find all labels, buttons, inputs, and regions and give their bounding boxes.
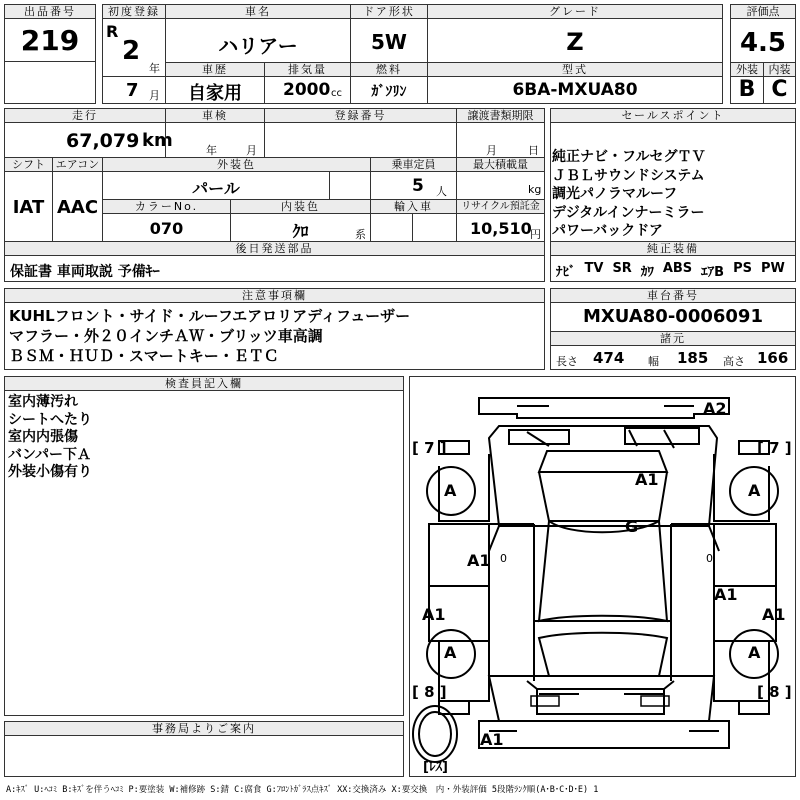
- sales-item: 調光パノラマルーフ: [552, 186, 678, 202]
- equipment-item: SR: [612, 261, 632, 276]
- era-value: R: [106, 22, 119, 41]
- tire-right-rear: [ 8 ]: [757, 683, 792, 701]
- wheels: [413, 467, 778, 762]
- maxload-unit: kg: [528, 183, 542, 196]
- ext-value: B: [738, 77, 756, 102]
- type-label: 型式: [427, 62, 723, 77]
- import-box: [370, 213, 457, 242]
- equipment-item: PW: [760, 261, 785, 276]
- inspector-label: 検査員記入欄: [4, 376, 404, 391]
- mark-left-front-door: A1: [467, 551, 491, 570]
- length-label: 長さ: [556, 355, 578, 368]
- mileage-label: 走行: [4, 108, 166, 123]
- grade-value: Z: [566, 28, 584, 56]
- first-reg-label: 初度登録: [102, 4, 166, 19]
- mileage-value: 67,079: [66, 130, 140, 152]
- notes-label: 注意事項欄: [4, 288, 545, 303]
- office-box: [4, 735, 404, 777]
- equipment-item: PS: [733, 261, 752, 276]
- inspector-list: [8, 394, 92, 482]
- inspector-line: バンパー下Ａ: [8, 446, 92, 463]
- ac-value: AAC: [56, 197, 99, 218]
- equipment-item: ﾅﾋﾞ: [556, 265, 576, 280]
- colorno-label: カラーNo.: [102, 199, 231, 214]
- score-value: 4.5: [739, 28, 787, 58]
- tire-left-rear: [ 8 ]: [412, 683, 447, 701]
- chassis-value: MXUA80-0006091: [583, 306, 763, 327]
- intcolor-unit: 系: [355, 228, 366, 241]
- capacity-value: 5: [412, 176, 424, 196]
- inspector-line: シートへたり: [8, 411, 92, 428]
- recycle-label: リサイクル預託金: [456, 199, 545, 214]
- import-label: 輸入車: [370, 199, 457, 214]
- sales-item: 純正ナビ・フルセグＴＶ: [552, 149, 706, 165]
- wheel-mark-lr: A: [444, 643, 457, 662]
- height-value: 166: [757, 349, 789, 367]
- notes-line: マフラー・外２０インチＡＷ・ブリッツ車高調: [9, 327, 323, 345]
- legend: A:ｷｽﾞ U:ﾍｺﾐ B:ｷｽﾞを伴うﾍｺﾐ P:要塗装 W:補修跡 S:錆 C:腐食 G:ﾌﾛﾝﾄｶﾞﾗｽ点ｷｽﾞ XX:交換済み X:要交換 内・外装評価 5段階ﾗﾝｸ順(A･B･C･D･E) 1: [6, 785, 599, 795]
- width-value: 185: [677, 349, 709, 367]
- sales-list: [552, 148, 705, 241]
- color-value: パール: [192, 179, 240, 198]
- tire-right-front: [ 7 ]: [757, 439, 792, 457]
- grade-label: グレード: [427, 4, 723, 19]
- mark-zero-right: 0: [706, 552, 713, 565]
- door-value: 5W: [371, 30, 407, 54]
- height-label: 高さ: [723, 355, 745, 368]
- notes-line: KUHLフロント・サイド・ルーフエアロリアディフューザー: [9, 307, 411, 325]
- history-label: 車歴: [165, 62, 265, 77]
- score-label: 評価点: [730, 4, 796, 19]
- sales-item: パワーバックドア: [552, 223, 663, 239]
- equipment-label: 純正装備: [550, 241, 796, 256]
- type-value: 6BA-MXUA80: [512, 80, 638, 100]
- equipment-item: TV: [584, 261, 604, 276]
- colorno-value: 070: [149, 219, 184, 238]
- wheel-mark-rf: A: [748, 481, 761, 500]
- ac-label: エアコン: [52, 157, 103, 172]
- regno-label: 登録番号: [264, 108, 457, 123]
- equipment-item: ｶﾜ: [640, 265, 654, 280]
- lot-label: 出品番号: [4, 4, 96, 19]
- wheel-mark-lf: A: [444, 481, 457, 500]
- model-value: ハリアー: [218, 34, 298, 58]
- car-outline: [429, 398, 776, 748]
- width-label: 幅: [648, 355, 659, 368]
- recycle-unit: 円: [530, 228, 541, 241]
- transfer-label: 譲渡書類期限: [456, 108, 545, 123]
- recycle-value: 10,510: [470, 219, 532, 238]
- mark-left-rear: A1: [422, 605, 446, 624]
- ext-label: 外装: [730, 62, 764, 77]
- capacity-label: 乗車定員: [370, 157, 457, 172]
- capacity-unit: 人: [436, 185, 447, 198]
- inspector-line: 室内内張傷: [8, 429, 78, 445]
- regno-box: [264, 122, 457, 158]
- spare-tire-label: [ﾚｽ]: [423, 760, 448, 775]
- sales-item: ＪＢＬサウンドシステム: [552, 167, 705, 184]
- model-label: 車名: [165, 4, 351, 19]
- mark-right-rear: A1: [762, 605, 786, 624]
- mark-hood: A1: [635, 470, 659, 489]
- shift-value: IAT: [12, 197, 45, 218]
- inspection-year: 年: [206, 144, 217, 157]
- markers: [531, 696, 669, 706]
- year-value: 2: [122, 36, 141, 66]
- displacement-label: 排気量: [264, 62, 351, 77]
- intcolor-label: 内装色: [230, 199, 371, 214]
- displacement-value: 2000: [283, 80, 331, 100]
- int-value: C: [771, 77, 788, 102]
- int-label: 内装: [763, 62, 796, 77]
- parts-label: 後日発送部品: [4, 241, 545, 256]
- shift-label: シフト: [4, 157, 53, 172]
- maxload-label: 最大積載量: [456, 157, 545, 172]
- intcolor-value: ｸﾛ: [292, 222, 309, 241]
- displacement-unit: cc: [331, 88, 342, 99]
- mark-rear-bumper: A1: [480, 730, 504, 749]
- equipment-list: [556, 261, 785, 280]
- dims-label: 諸元: [550, 331, 796, 346]
- notes-list: [9, 306, 410, 366]
- year-unit: 年: [149, 62, 160, 75]
- office-label: 事務局よりご案内: [4, 721, 404, 736]
- inspector-line: 外装小傷有り: [8, 464, 92, 480]
- lot-number: 219: [20, 24, 80, 57]
- history-value: 自家用: [188, 83, 242, 104]
- fuel-label: 燃料: [350, 62, 428, 77]
- mark-front-bumper: A2: [703, 399, 727, 418]
- sales-item: デジタルインナーミラー: [552, 204, 705, 221]
- transfer-month: 月: [486, 144, 497, 157]
- fuel-value: ｶﾞｿﾘﾝ: [371, 84, 407, 100]
- parts-value: 保証書 車両取説 予備ｷｰ: [10, 264, 160, 280]
- chassis-label: 車台番号: [550, 288, 796, 303]
- month-value: 7: [126, 80, 139, 101]
- inspector-line: 室内薄汚れ: [8, 394, 78, 410]
- month-unit: 月: [149, 89, 160, 102]
- mark-zero-left: 0: [500, 552, 507, 565]
- mark-roof: G: [625, 517, 639, 536]
- wheel-mark-rr: A: [748, 643, 761, 662]
- mark-right-rear-door: A1: [714, 585, 738, 604]
- equipment-item: ABS: [662, 261, 693, 276]
- car-diagram: [409, 376, 796, 777]
- sales-label: セールスポイント: [550, 108, 796, 123]
- length-value: 474: [593, 349, 625, 367]
- tire-left-front: [ 7 ]: [412, 439, 447, 457]
- inspection-label: 車検: [165, 108, 265, 123]
- mileage-unit: km: [142, 130, 173, 151]
- notes-line: ＢＳＭ・ＨＵＤ・スマートキー・ＥＴＣ: [9, 347, 279, 365]
- transfer-day: 日: [528, 144, 539, 157]
- inspection-month: 月: [246, 144, 257, 157]
- equipment-item: ｴｱB: [701, 265, 725, 280]
- lot-blank: [4, 61, 96, 104]
- door-label: ドア形状: [350, 4, 428, 19]
- color-label: 外装色: [102, 157, 371, 172]
